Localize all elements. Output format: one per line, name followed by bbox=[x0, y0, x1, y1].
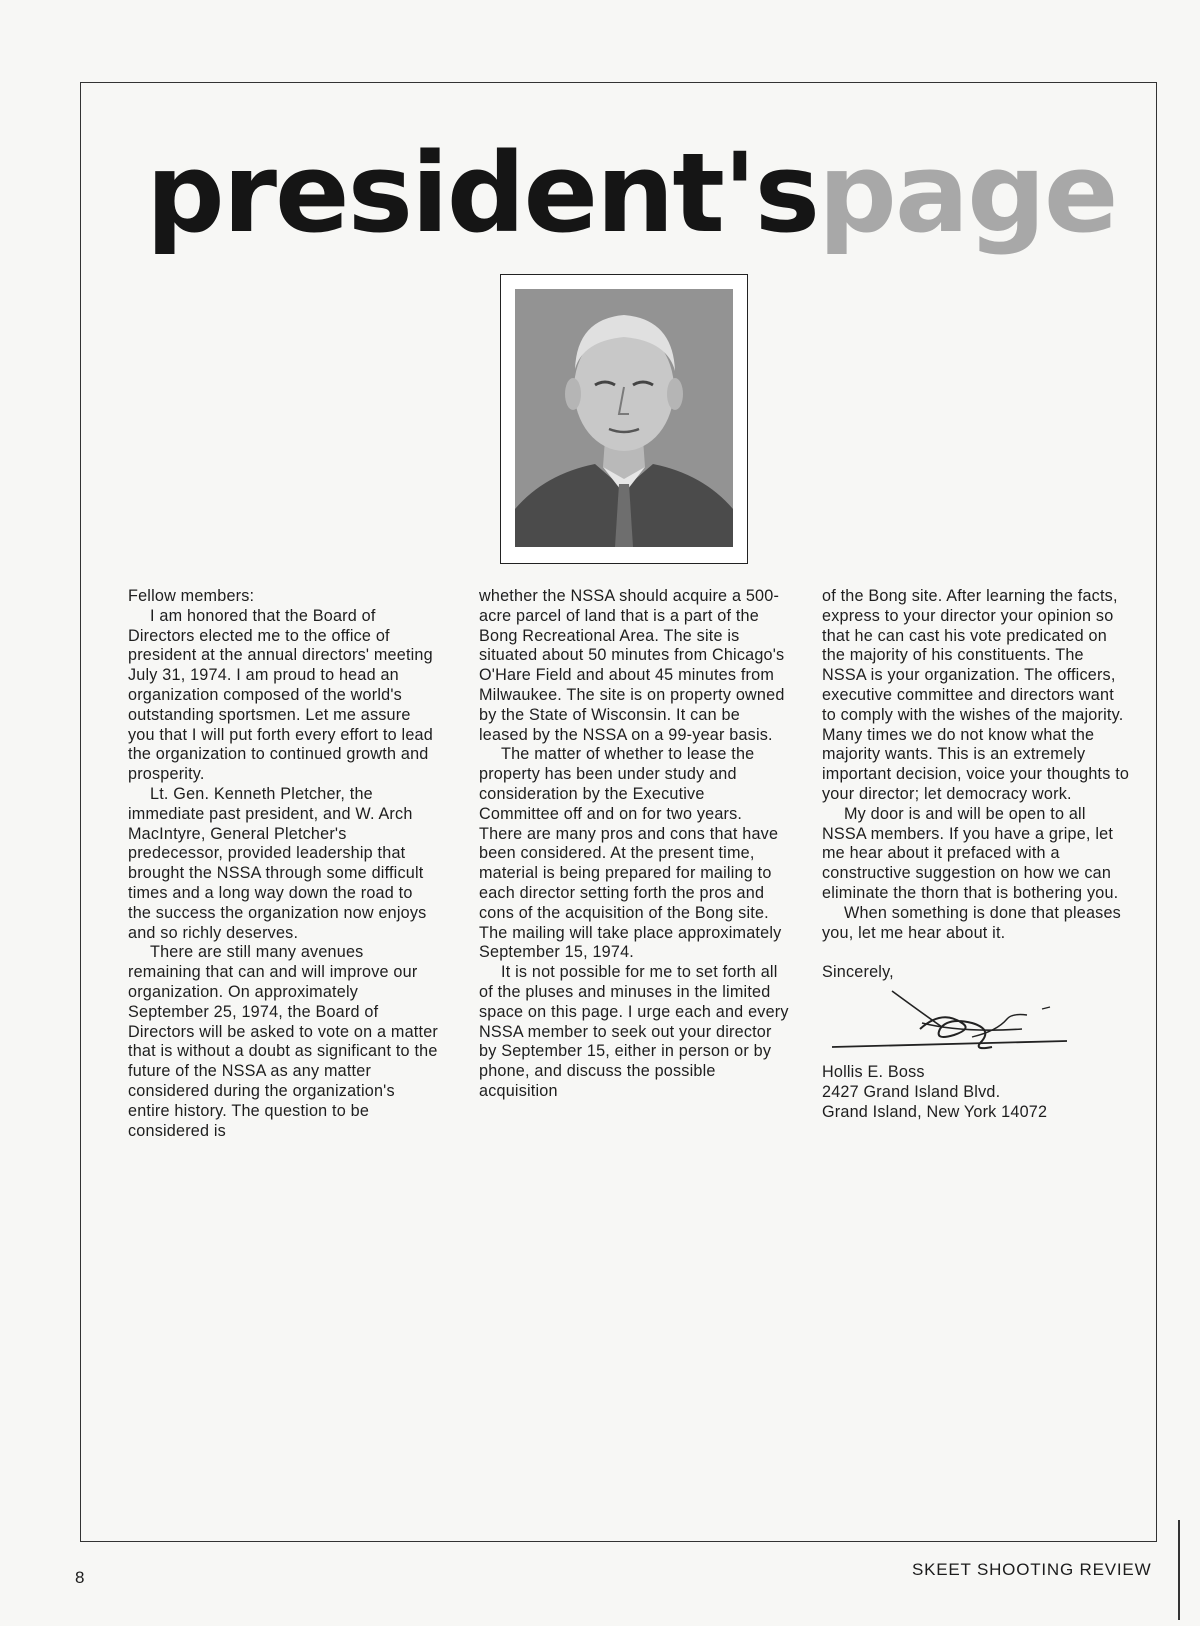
portrait-photo-frame bbox=[500, 274, 748, 564]
page-number: 8 bbox=[75, 1568, 85, 1587]
paragraph: Lt. Gen. Kenneth Pletcher, the immediate past president, and W. Arch MacIntyre, General Pletcher's predecessor, provided leadership that brought the NSSA through some difficult times and a long way down the road to the success the organization now enjoys and so richly deserves. bbox=[128, 784, 427, 942]
signer-name: Hollis E. Boss bbox=[822, 1063, 925, 1082]
signer-address-line-2: Grand Island, New York 14072 bbox=[822, 1102, 1048, 1121]
signer-address-line-1: 2427 Grand Island Blvd. bbox=[822, 1082, 1001, 1101]
closing: Sincerely, bbox=[822, 963, 894, 982]
paragraph: The matter of whether to lease the property has been under study and consideration by the Executive Committee off and on for two years. There are many pros and cons that have been considered. At the present time, material is being prepared for mailing to each director setting forth the pros and cons of the acquisition of the Bong site. The mailing will take place approximately September 15, 1974. bbox=[479, 745, 782, 962]
portrait-photo-icon bbox=[515, 289, 733, 547]
title-word-page: page bbox=[818, 129, 1117, 257]
page-title bbox=[146, 118, 1117, 268]
paragraph: I am honored that the Board of Directors elected me to the office of president at the annual directors' meeting July 31, 1974. I am proud to head an organization composed of the world's outstanding sportsmen. Let me assure you that I will put forth every effort to lead the organization to continued growth and prosperity. bbox=[128, 606, 433, 784]
paragraph: There are still many avenues remaining that can and will improve our organization. On approximately September 25, 1974, the Board of Directors will be asked to vote on a matter that is without a doubt as significant to the future of the NSSA as any matter considered during the organization's entire history. The question to be considered is bbox=[128, 943, 438, 1140]
text-column-2 bbox=[479, 587, 789, 1102]
paragraph: of the Bong site. After learning the facts, express to your director your opinion so that he can cast his vote predicated on the majority of his constituents. The NSSA is your organization. The officers, executive committee and directors want to comply with the wishes of the majority. Many times we do not know what the majority wants. This is an extremely important decision, voice your thoughts to your director; let democracy work. bbox=[822, 587, 1130, 803]
edge-rule bbox=[1178, 1520, 1180, 1620]
title-word-presidents: president's bbox=[146, 129, 819, 257]
paragraph: When something is done that pleases you, let me hear about it. bbox=[822, 903, 1121, 942]
publication-name: SKEET SHOOTING REVIEW bbox=[912, 1560, 1152, 1579]
paragraph: My door is and will be open to all NSSA members. If you have a gripe, let me hear about it prefaced with a constructive suggestion on how we can eliminate the thorn that is bothering you. bbox=[822, 804, 1119, 902]
text-column-1 bbox=[128, 587, 438, 1141]
salutation: Fellow members: bbox=[128, 587, 255, 605]
paragraph: It is not possible for me to set forth all of the pluses and minuses in the limited space on this page. I urge each and every NSSA member to seek out your director by September 15, either in person or by phone, and discuss the possible acquisition bbox=[479, 963, 789, 1100]
paragraph: whether the NSSA should acquire a 500-acre parcel of land that is a part of the Bong Recreational Area. The site is situated about 50 minutes from Chicago's O'Hare Field and about 45 minutes from Milwaukee. The site is on property owned by the State of Wisconsin. It can be leased by the NSSA on a 99-year basis. bbox=[479, 587, 785, 744]
text-column-3 bbox=[822, 587, 1132, 1123]
signature-icon bbox=[822, 989, 1082, 1061]
